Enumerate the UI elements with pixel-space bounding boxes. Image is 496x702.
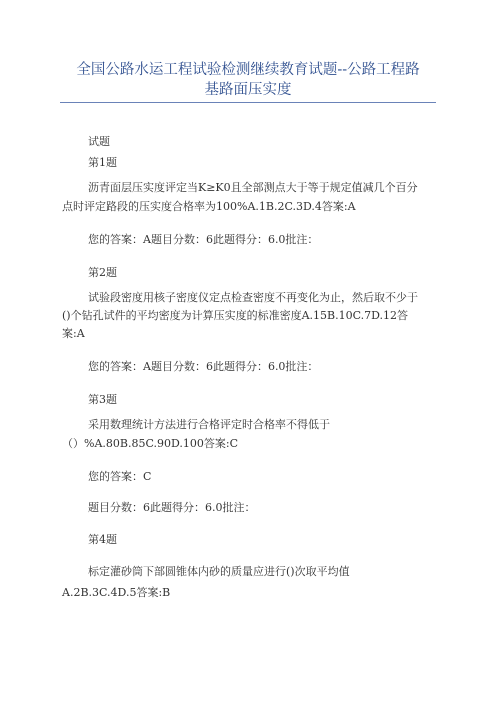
question-3-score: 题目分数：6此题得分：6.0批注： [88,501,256,514]
question-1-heading: 第1题 [88,156,117,169]
question-4-heading: 第4题 [88,533,117,546]
title-divider [60,102,436,103]
question-4-text-line-1: 标定灌砂筒下部圆锥体内砂的质量应进行()次取平均值 [88,565,350,578]
question-2-text-line-2: ()个钻孔试件的平均密度为计算压实度的标准密度A.15B.10C.7D.12答 [62,309,409,322]
question-4-text-line-2: A.2B.3C.4D.5答案:B [62,586,171,599]
title-line-1: 全国公路水运工程试验检测继续教育试题--公路工程路 [76,62,420,78]
question-2-text-line-3: 案:A [62,327,85,340]
title-line-2: 基路面压实度 [204,82,292,98]
question-2-heading: 第2题 [88,266,117,279]
question-3-text-line-2: （）%A.80B.85C.90D.100答案:C [62,437,239,450]
document-title [60,60,436,100]
question-2-text-line-1: 试验段密度用核子密度仪定点检查密度不再变化为止，然后取不少于 [88,291,418,304]
question-1-text-line-2: 点时评定路段的压实度合格率为100%A.1B.2C.3D.4答案:A [62,200,356,213]
question-3-answer: 您的答案：C [88,470,152,483]
question-1-answer: 您的答案：A题目分数：6此题得分：6.0批注： [88,233,319,246]
question-3-text-line-1: 采用数理统计方法进行合格评定时合格率不得低于 [88,418,330,431]
question-1-text-line-1: 沥青面层压实度评定当K≥K0且全部测点大于等于规定值减几个百分 [88,181,418,194]
section-label: 试题 [88,135,110,148]
question-3-heading: 第3题 [88,393,117,406]
question-2-answer: 您的答案：A题目分数：6此题得分：6.0批注： [88,360,319,373]
